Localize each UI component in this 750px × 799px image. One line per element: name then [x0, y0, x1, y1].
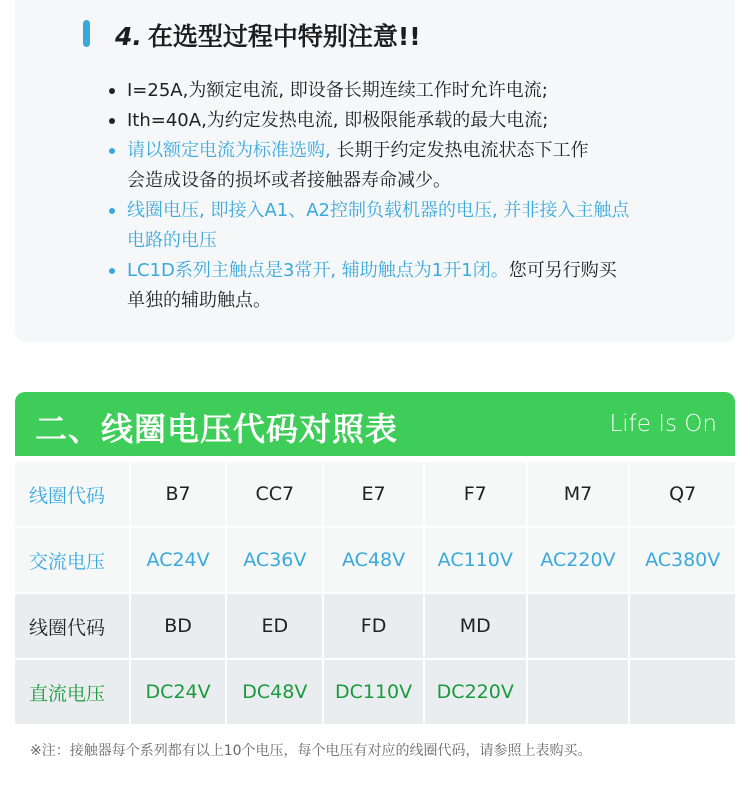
- table-cell: AC220V: [528, 528, 629, 592]
- notice-number: 4.: [115, 22, 142, 51]
- bullet-selection-advice: [107, 136, 707, 196]
- table-cell-empty: [528, 594, 629, 658]
- table-cell: E7: [324, 462, 423, 526]
- bullet-text: 会造成设备的损坏或者接触器寿命减少。: [127, 170, 451, 191]
- table-cell: DC48V: [227, 660, 322, 724]
- bullet-highlight: 请以额定电流为标准选购,: [127, 140, 331, 161]
- table-cell: AC48V: [324, 528, 423, 592]
- row-label: 线圈代码: [15, 462, 129, 526]
- table-cell: DC110V: [324, 660, 423, 724]
- table-header-banner: [15, 392, 735, 456]
- table-cell: CC7: [227, 462, 322, 526]
- table-row-dc-codes: [15, 594, 735, 658]
- notice-bullets: [107, 76, 707, 316]
- table-row-ac-voltages: [15, 528, 735, 592]
- table-row-dc-voltages: [15, 660, 735, 724]
- table-cell: B7: [131, 462, 226, 526]
- table-cell: AC110V: [425, 528, 526, 592]
- table-title: 二、线圈电压代码对照表: [35, 410, 399, 448]
- bullet-text: 单独的辅助触点。: [127, 290, 271, 311]
- row-label: 交流电压: [15, 528, 129, 592]
- table-cell: ED: [227, 594, 322, 658]
- brand-slogan: Life Is On: [609, 411, 717, 437]
- table-cell-empty: [630, 594, 735, 658]
- bullet-contacts: [107, 256, 707, 316]
- bullet-text: I=25A,为额定电流, 即设备长期连续工作时允许电流;: [127, 80, 548, 101]
- table-row-ac-codes: [15, 462, 735, 526]
- table-cell-empty: [528, 660, 629, 724]
- table-cell: BD: [131, 594, 226, 658]
- table-cell: AC24V: [131, 528, 226, 592]
- table-cell: M7: [528, 462, 629, 526]
- table-cell: AC380V: [630, 528, 735, 592]
- bullet-dot: [109, 118, 115, 124]
- table-cell: Q7: [630, 462, 735, 526]
- notice-title: [115, 17, 421, 53]
- table-cell: FD: [324, 594, 423, 658]
- bullet-dot: [109, 268, 115, 274]
- bullet-thermal-current: [107, 106, 707, 136]
- bullet-highlight: 线圈电压, 即接入A1、A2控制负载机器的电压, 并非接入主触点: [127, 200, 630, 221]
- table-cell: DC24V: [131, 660, 226, 724]
- bullet-dot: [109, 208, 115, 214]
- table-cell-empty: [630, 660, 735, 724]
- table-cell: F7: [425, 462, 526, 526]
- table-cell: DC220V: [425, 660, 526, 724]
- row-label: 线圈代码: [15, 594, 129, 658]
- bullet-coil-voltage: [107, 196, 707, 256]
- row-label: 直流电压: [15, 660, 129, 724]
- bullet-dot: [109, 88, 115, 94]
- bullet-text: 长期于约定发热电流状态下工作: [330, 140, 589, 161]
- coil-voltage-table: [15, 462, 735, 726]
- bullet-text: 您可另行购买: [508, 260, 617, 281]
- bullet-rated-current: [107, 76, 707, 106]
- table-cell: MD: [425, 594, 526, 658]
- footnote: ※注：接触器每个系列都有以上10个电压，每个电压有对应的线圈代码，请参照上表购买。: [30, 743, 592, 759]
- title-accent-bar: [83, 20, 90, 47]
- bullet-dot: [109, 148, 115, 154]
- bullet-highlight: 电路的电压: [127, 230, 217, 251]
- bullet-text: Ith=40A,为约定发热电流, 即极限能承载的最大电流;: [127, 110, 549, 131]
- notice-title-text: 在选型过程中特别注意!!: [147, 22, 421, 51]
- bullet-highlight: LC1D系列主触点是3常开, 辅助触点为1开1闭。: [127, 260, 509, 281]
- table-cell: AC36V: [227, 528, 322, 592]
